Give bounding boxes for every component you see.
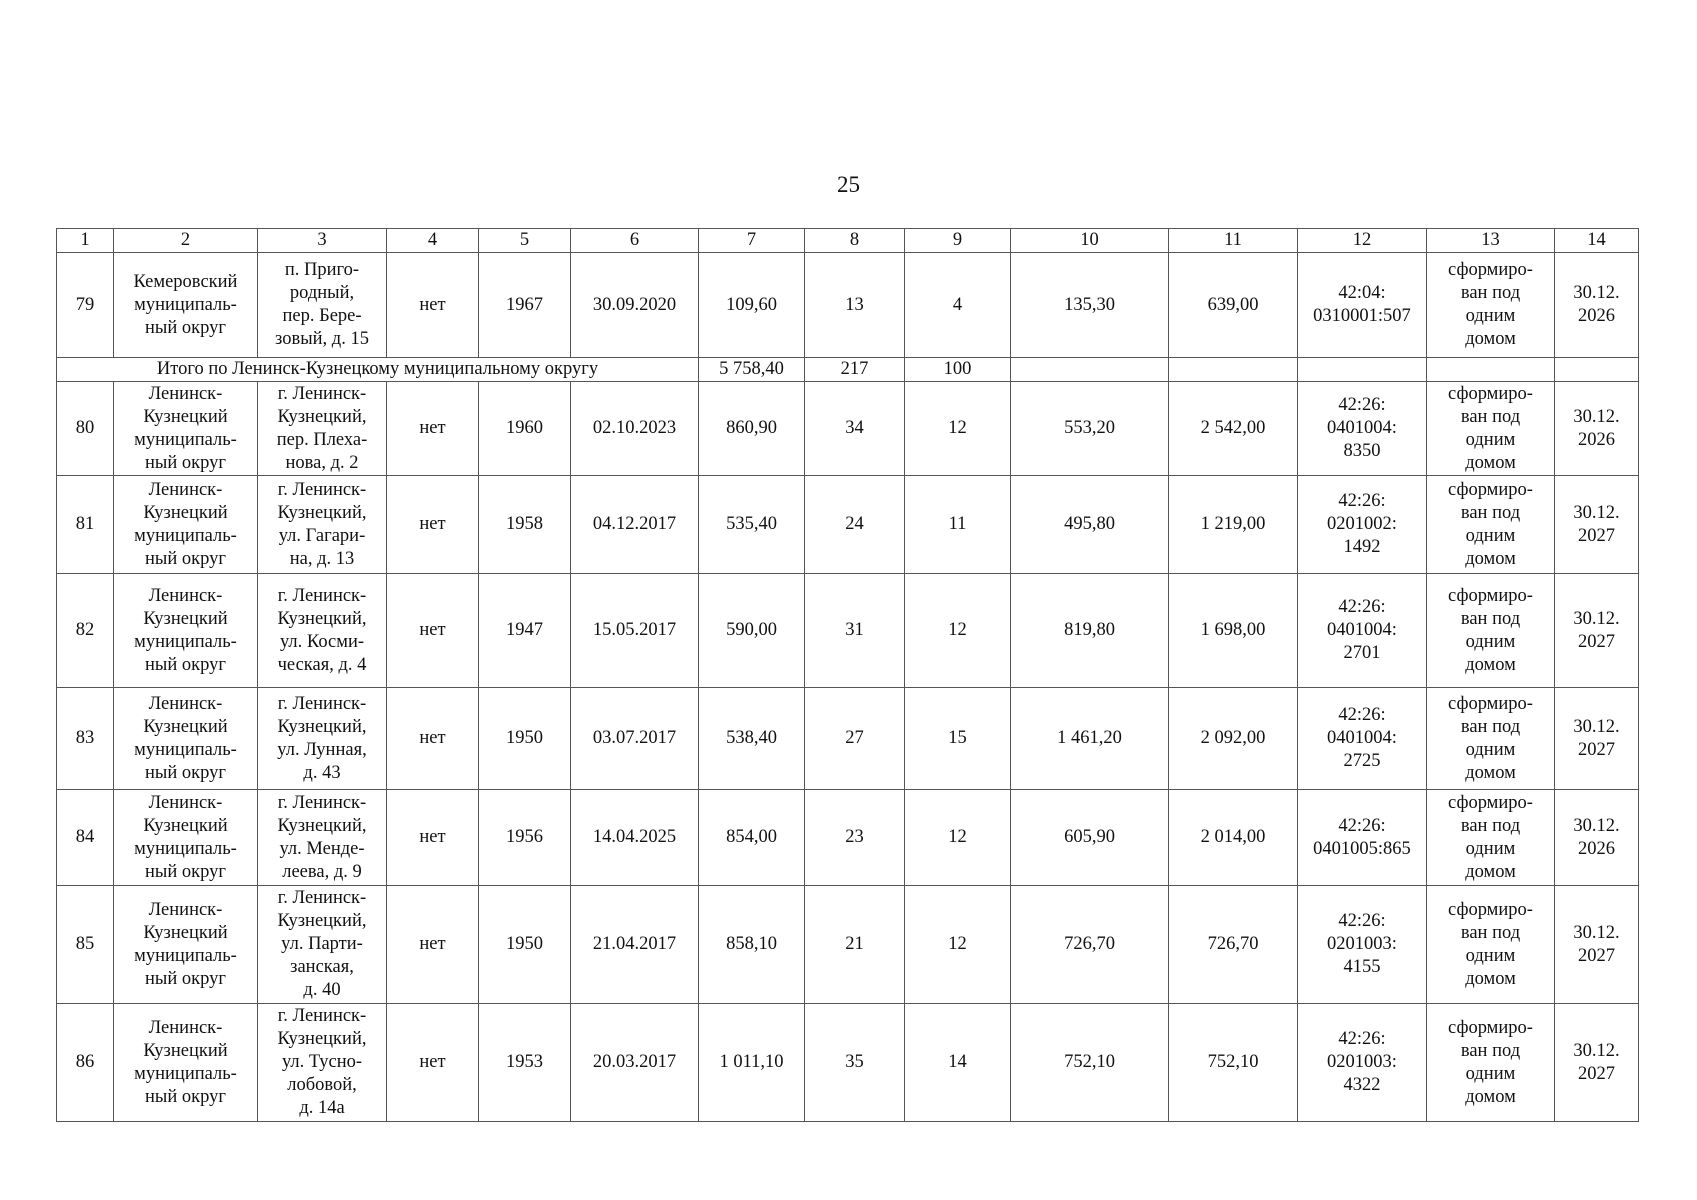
table-cell: 42:26: 0401004: 2701 xyxy=(1298,574,1427,688)
table-cell: 726,70 xyxy=(1011,886,1169,1004)
table-cell: г. Ленинск- Кузнецкий, ул. Парти- занская, д. 40 xyxy=(258,886,387,1004)
table-cell: 13 xyxy=(805,253,905,358)
table-cell: 752,10 xyxy=(1169,1004,1298,1122)
table-cell: Кемеровский муниципаль- ный округ xyxy=(114,253,258,358)
total-cell: 5 758,40 xyxy=(699,358,805,382)
table-cell: сформиро- ван под одним домом xyxy=(1427,688,1555,790)
table-row xyxy=(57,574,1639,688)
table-cell: 30.12. 2027 xyxy=(1555,688,1639,790)
table-cell: 4 xyxy=(905,253,1011,358)
table-cell: нет xyxy=(387,886,479,1004)
column-header: 9 xyxy=(905,229,1011,253)
column-header: 7 xyxy=(699,229,805,253)
table-cell: 30.12. 2026 xyxy=(1555,382,1639,476)
table-cell: 30.12. 2027 xyxy=(1555,476,1639,574)
table-row xyxy=(57,476,1639,574)
total-label: Итого по Ленинск-Кузнецкому муниципальному округу xyxy=(57,358,699,382)
table-cell: 42:26: 0201003: 4322 xyxy=(1298,1004,1427,1122)
table-cell: 590,00 xyxy=(699,574,805,688)
table-cell: 135,30 xyxy=(1011,253,1169,358)
column-header: 13 xyxy=(1427,229,1555,253)
table-cell: 85 xyxy=(57,886,114,1004)
table-cell: 1 219,00 xyxy=(1169,476,1298,574)
table-cell: 12 xyxy=(905,886,1011,1004)
table-cell: Ленинск- Кузнецкий муниципаль- ный округ xyxy=(114,886,258,1004)
table-cell: 81 xyxy=(57,476,114,574)
table-cell: 30.12. 2027 xyxy=(1555,1004,1639,1122)
table-cell: 15 xyxy=(905,688,1011,790)
table-cell: г. Ленинск- Кузнецкий, пер. Плеха- нова, д. 2 xyxy=(258,382,387,476)
table-cell: 1 461,20 xyxy=(1011,688,1169,790)
table-cell: 30.09.2020 xyxy=(571,253,699,358)
table-cell: 495,80 xyxy=(1011,476,1169,574)
table-cell: 1960 xyxy=(479,382,571,476)
table-cell: г. Ленинск- Кузнецкий, ул. Лунная, д. 43 xyxy=(258,688,387,790)
table-cell: сформиро- ван под одним домом xyxy=(1427,790,1555,886)
column-header: 3 xyxy=(258,229,387,253)
table-cell: 21.04.2017 xyxy=(571,886,699,1004)
table-cell: 854,00 xyxy=(699,790,805,886)
table-cell: 02.10.2023 xyxy=(571,382,699,476)
table-row xyxy=(57,886,1639,1004)
table-cell: 35 xyxy=(805,1004,905,1122)
table-cell: 605,90 xyxy=(1011,790,1169,886)
table-cell: 1956 xyxy=(479,790,571,886)
table-cell: 83 xyxy=(57,688,114,790)
table-cell: п. Приго- родный, пер. Бере- зовый, д. 15 xyxy=(258,253,387,358)
column-header: 8 xyxy=(805,229,905,253)
table-cell: нет xyxy=(387,382,479,476)
table-cell: 34 xyxy=(805,382,905,476)
table-cell: 1958 xyxy=(479,476,571,574)
table-row xyxy=(57,1004,1639,1122)
table-cell: 79 xyxy=(57,253,114,358)
table-row xyxy=(57,253,1639,358)
table-cell: 30.12. 2027 xyxy=(1555,886,1639,1004)
table-cell: 42:26: 0201003: 4155 xyxy=(1298,886,1427,1004)
column-header: 11 xyxy=(1169,229,1298,253)
table-cell: сформиро- ван под одним домом xyxy=(1427,1004,1555,1122)
table-cell: 14.04.2025 xyxy=(571,790,699,886)
table-cell: 27 xyxy=(805,688,905,790)
table-cell: 86 xyxy=(57,1004,114,1122)
column-header: 14 xyxy=(1555,229,1639,253)
total-cell xyxy=(1169,358,1298,382)
table-cell: 726,70 xyxy=(1169,886,1298,1004)
table-cell: сформиро- ван под одним домом xyxy=(1427,253,1555,358)
column-header: 4 xyxy=(387,229,479,253)
table-cell: 12 xyxy=(905,790,1011,886)
table-cell: Ленинск- Кузнецкий муниципаль- ный округ xyxy=(114,790,258,886)
table-cell: 04.12.2017 xyxy=(571,476,699,574)
table-cell: 2 092,00 xyxy=(1169,688,1298,790)
table-cell: 42:26: 0401004: 8350 xyxy=(1298,382,1427,476)
table-cell: 819,80 xyxy=(1011,574,1169,688)
table-cell: 30.12. 2026 xyxy=(1555,253,1639,358)
table-cell: 860,90 xyxy=(699,382,805,476)
table-cell: 15.05.2017 xyxy=(571,574,699,688)
table-cell: 03.07.2017 xyxy=(571,688,699,790)
table-cell: г. Ленинск- Кузнецкий, ул. Гагари- на, д. 13 xyxy=(258,476,387,574)
column-header: 10 xyxy=(1011,229,1169,253)
table-cell: 14 xyxy=(905,1004,1011,1122)
table-cell: 30.12. 2026 xyxy=(1555,790,1639,886)
table-row xyxy=(57,382,1639,476)
table-cell: Ленинск- Кузнецкий муниципаль- ный округ xyxy=(114,574,258,688)
table-cell: 12 xyxy=(905,382,1011,476)
table-cell: 24 xyxy=(805,476,905,574)
table-cell: 553,20 xyxy=(1011,382,1169,476)
table-cell: 1967 xyxy=(479,253,571,358)
total-cell: 100 xyxy=(905,358,1011,382)
table-cell: сформиро- ван под одним домом xyxy=(1427,382,1555,476)
table-cell: 23 xyxy=(805,790,905,886)
table-cell: г. Ленинск- Кузнецкий, ул. Косми- ческая, д. 4 xyxy=(258,574,387,688)
table-cell: нет xyxy=(387,253,479,358)
total-row xyxy=(57,358,1639,382)
table-cell: 11 xyxy=(905,476,1011,574)
total-cell: 217 xyxy=(805,358,905,382)
table-cell: нет xyxy=(387,476,479,574)
table-row xyxy=(57,790,1639,886)
table-cell: 21 xyxy=(805,886,905,1004)
table-cell: 80 xyxy=(57,382,114,476)
table-cell: Ленинск- Кузнецкий муниципаль- ный округ xyxy=(114,688,258,790)
table-cell: 109,60 xyxy=(699,253,805,358)
table-cell: 82 xyxy=(57,574,114,688)
table-cell: нет xyxy=(387,790,479,886)
table-cell: 84 xyxy=(57,790,114,886)
table-cell: 42:26: 0401005:865 xyxy=(1298,790,1427,886)
table-cell: 752,10 xyxy=(1011,1004,1169,1122)
table-cell: сформиро- ван под одним домом xyxy=(1427,574,1555,688)
table-cell: 31 xyxy=(805,574,905,688)
table-cell: 1950 xyxy=(479,688,571,790)
table-cell: г. Ленинск- Кузнецкий, ул. Тусно- лобовой, д. 14а xyxy=(258,1004,387,1122)
column-header: 1 xyxy=(57,229,114,253)
table-cell: 1950 xyxy=(479,886,571,1004)
table-cell: 1 011,10 xyxy=(699,1004,805,1122)
table-cell: 30.12. 2027 xyxy=(1555,574,1639,688)
total-cell xyxy=(1011,358,1169,382)
table-cell: сформиро- ван под одним домом xyxy=(1427,476,1555,574)
table-cell: 42:26: 0201002: 1492 xyxy=(1298,476,1427,574)
table-cell: 858,10 xyxy=(699,886,805,1004)
table-cell: 1953 xyxy=(479,1004,571,1122)
table-cell: г. Ленинск- Кузнецкий, ул. Менде- леева, д. 9 xyxy=(258,790,387,886)
table-cell: нет xyxy=(387,688,479,790)
table-cell: 20.03.2017 xyxy=(571,1004,699,1122)
table-cell: 42:04: 0310001:507 xyxy=(1298,253,1427,358)
column-header: 12 xyxy=(1298,229,1427,253)
table-cell: нет xyxy=(387,574,479,688)
total-cell xyxy=(1427,358,1555,382)
table-cell: 639,00 xyxy=(1169,253,1298,358)
total-cell xyxy=(1298,358,1427,382)
table-body xyxy=(57,229,1639,1122)
table-cell: Ленинск- Кузнецкий муниципаль- ный округ xyxy=(114,476,258,574)
table-cell: Ленинск- Кузнецкий муниципаль- ный округ xyxy=(114,382,258,476)
column-number-row xyxy=(57,229,1639,253)
column-header: 6 xyxy=(571,229,699,253)
housing-registry-table xyxy=(56,228,1639,1122)
page-number: 25 xyxy=(837,172,860,197)
column-header: 2 xyxy=(114,229,258,253)
table-cell: 1 698,00 xyxy=(1169,574,1298,688)
total-cell xyxy=(1555,358,1639,382)
table-row xyxy=(57,688,1639,790)
table-cell: 42:26: 0401004: 2725 xyxy=(1298,688,1427,790)
table-cell: 535,40 xyxy=(699,476,805,574)
table-cell: сформиро- ван под одним домом xyxy=(1427,886,1555,1004)
table-cell: 2 542,00 xyxy=(1169,382,1298,476)
column-header: 5 xyxy=(479,229,571,253)
table-cell: нет xyxy=(387,1004,479,1122)
table-cell: 12 xyxy=(905,574,1011,688)
table-cell: 1947 xyxy=(479,574,571,688)
table-cell: Ленинск- Кузнецкий муниципаль- ный округ xyxy=(114,1004,258,1122)
table-cell: 538,40 xyxy=(699,688,805,790)
table-cell: 2 014,00 xyxy=(1169,790,1298,886)
